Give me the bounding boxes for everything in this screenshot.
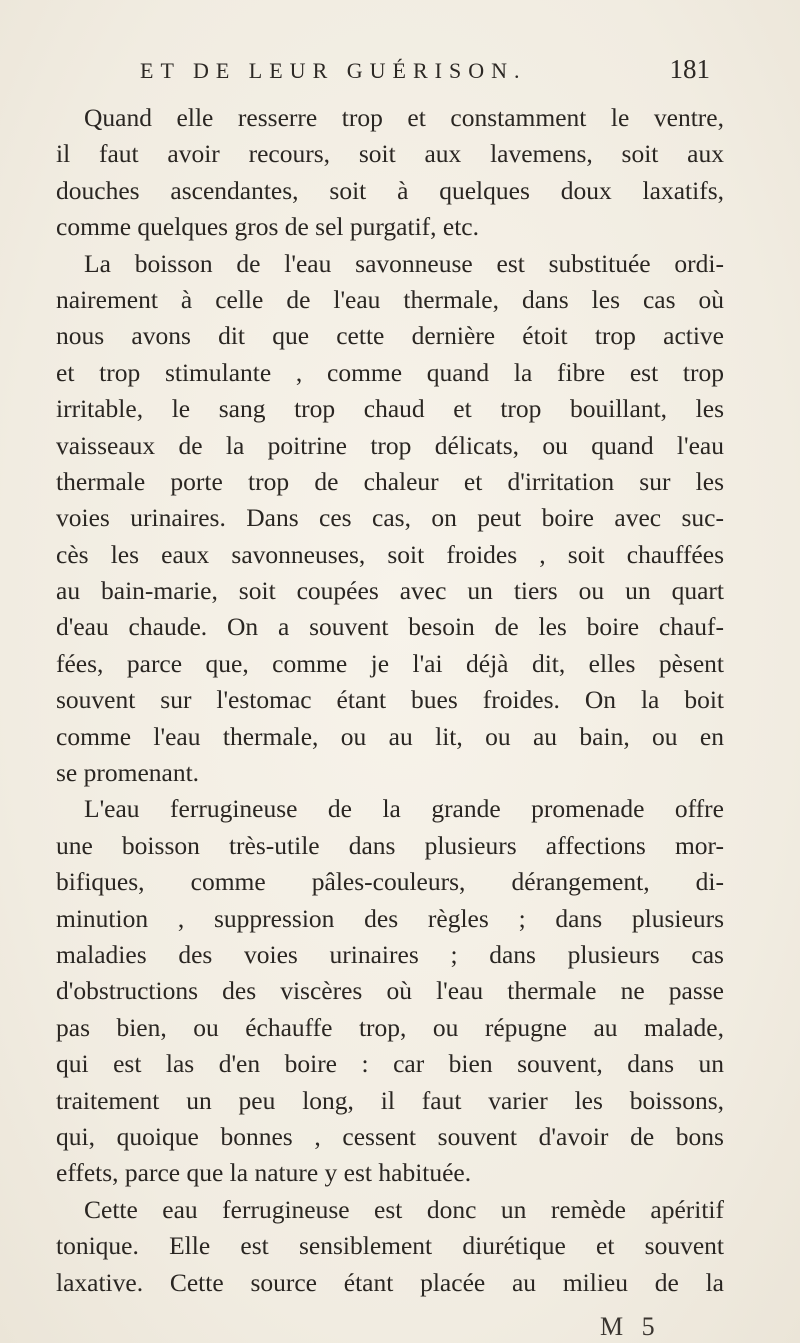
text-line: vaisseaux de la poitrine trop délicats, ou quand l'eau: [56, 430, 724, 460]
text-line: laxative. Cette source étant placée au milieu de la: [56, 1267, 724, 1297]
text-line: comme l'eau thermale, ou au lit, ou au bain, ou en: [56, 721, 724, 751]
text-line: d'obstructions des viscères où l'eau thermale ne passe: [56, 976, 724, 1006]
signature-mark: M 5: [600, 1312, 661, 1341]
text-line: thermale porte trop de chaleur et d'irritation sur les: [56, 466, 724, 496]
text-line: cès les eaux savonneuses, soit froides , soit chauffées: [56, 539, 724, 569]
text-line: fées, parce que, comme je l'ai déjà dit, elles pèsent: [56, 648, 724, 678]
text-line: voies urinaires. Dans ces cas, on peut boire avec suc-: [56, 503, 724, 533]
text-line: Quand elle resserre trop et constamment le ventre,: [84, 103, 724, 132]
text-line: tonique. Elle est sensiblement diurétique et souvent: [56, 1231, 724, 1261]
text-line: traitement un peu long, il faut varier les boissons,: [56, 1085, 724, 1115]
text-line: une boisson très-utile dans plusieurs affections mor-: [56, 830, 724, 860]
text-line: nous avons dit que cette dernière étoit trop active: [56, 321, 724, 351]
text-line: souvent sur l'estomac étant bues froides. On la boit: [56, 685, 724, 715]
body-text: [56, 100, 724, 1301]
text-line: au bain-marie, soit coupées avec un tiers ou un quart: [56, 576, 724, 606]
page-header: [140, 54, 710, 98]
text-line: irritable, le sang trop chaud et trop bouillant, les: [56, 394, 724, 424]
text-line: et trop stimulante , comme quand la fibre est trop: [56, 357, 724, 387]
text-line: nairement à celle de l'eau thermale, dans les cas où: [56, 284, 724, 314]
text-line: douches ascendantes, soit à quelques doux laxatifs,: [56, 175, 724, 205]
text-line: qui est las d'en boire : car bien souvent, dans un: [56, 1049, 724, 1079]
page-number: 181: [669, 54, 710, 84]
text-line: il faut avoir recours, soit aux lavemens, soit aux: [56, 139, 724, 169]
text-line: pas bien, ou échauffe trop, ou répugne au malade,: [56, 1012, 724, 1042]
text-line: maladies des voies urinaires ; dans plusieurs cas: [56, 939, 724, 969]
text-line: comme quelques gros de sel purgatif, etc.: [56, 212, 479, 242]
text-line: qui, quoique bonnes , cessent souvent d'avoir de bons: [56, 1121, 724, 1151]
text-line: L'eau ferrugineuse de la grande promenade offre: [84, 794, 724, 824]
text-line: minution , suppression des règles ; dans plusieurs: [56, 903, 724, 933]
text-line: bifiques, comme pâles-couleurs, dérangement, di-: [56, 867, 724, 897]
text-line: Cette eau ferrugineuse est donc un remède apéritif: [84, 1194, 724, 1224]
text-line: se promenant.: [56, 758, 200, 788]
running-title: ET DE LEUR GUÉRISON.: [140, 58, 527, 83]
text-line: d'eau chaude. On a souvent besoin de les boire chauf-: [56, 612, 724, 642]
text-line: effets, parce que la nature y est habituée.: [56, 1158, 472, 1188]
text-line: La boisson de l'eau savonneuse est substituée ordi-: [84, 248, 724, 278]
